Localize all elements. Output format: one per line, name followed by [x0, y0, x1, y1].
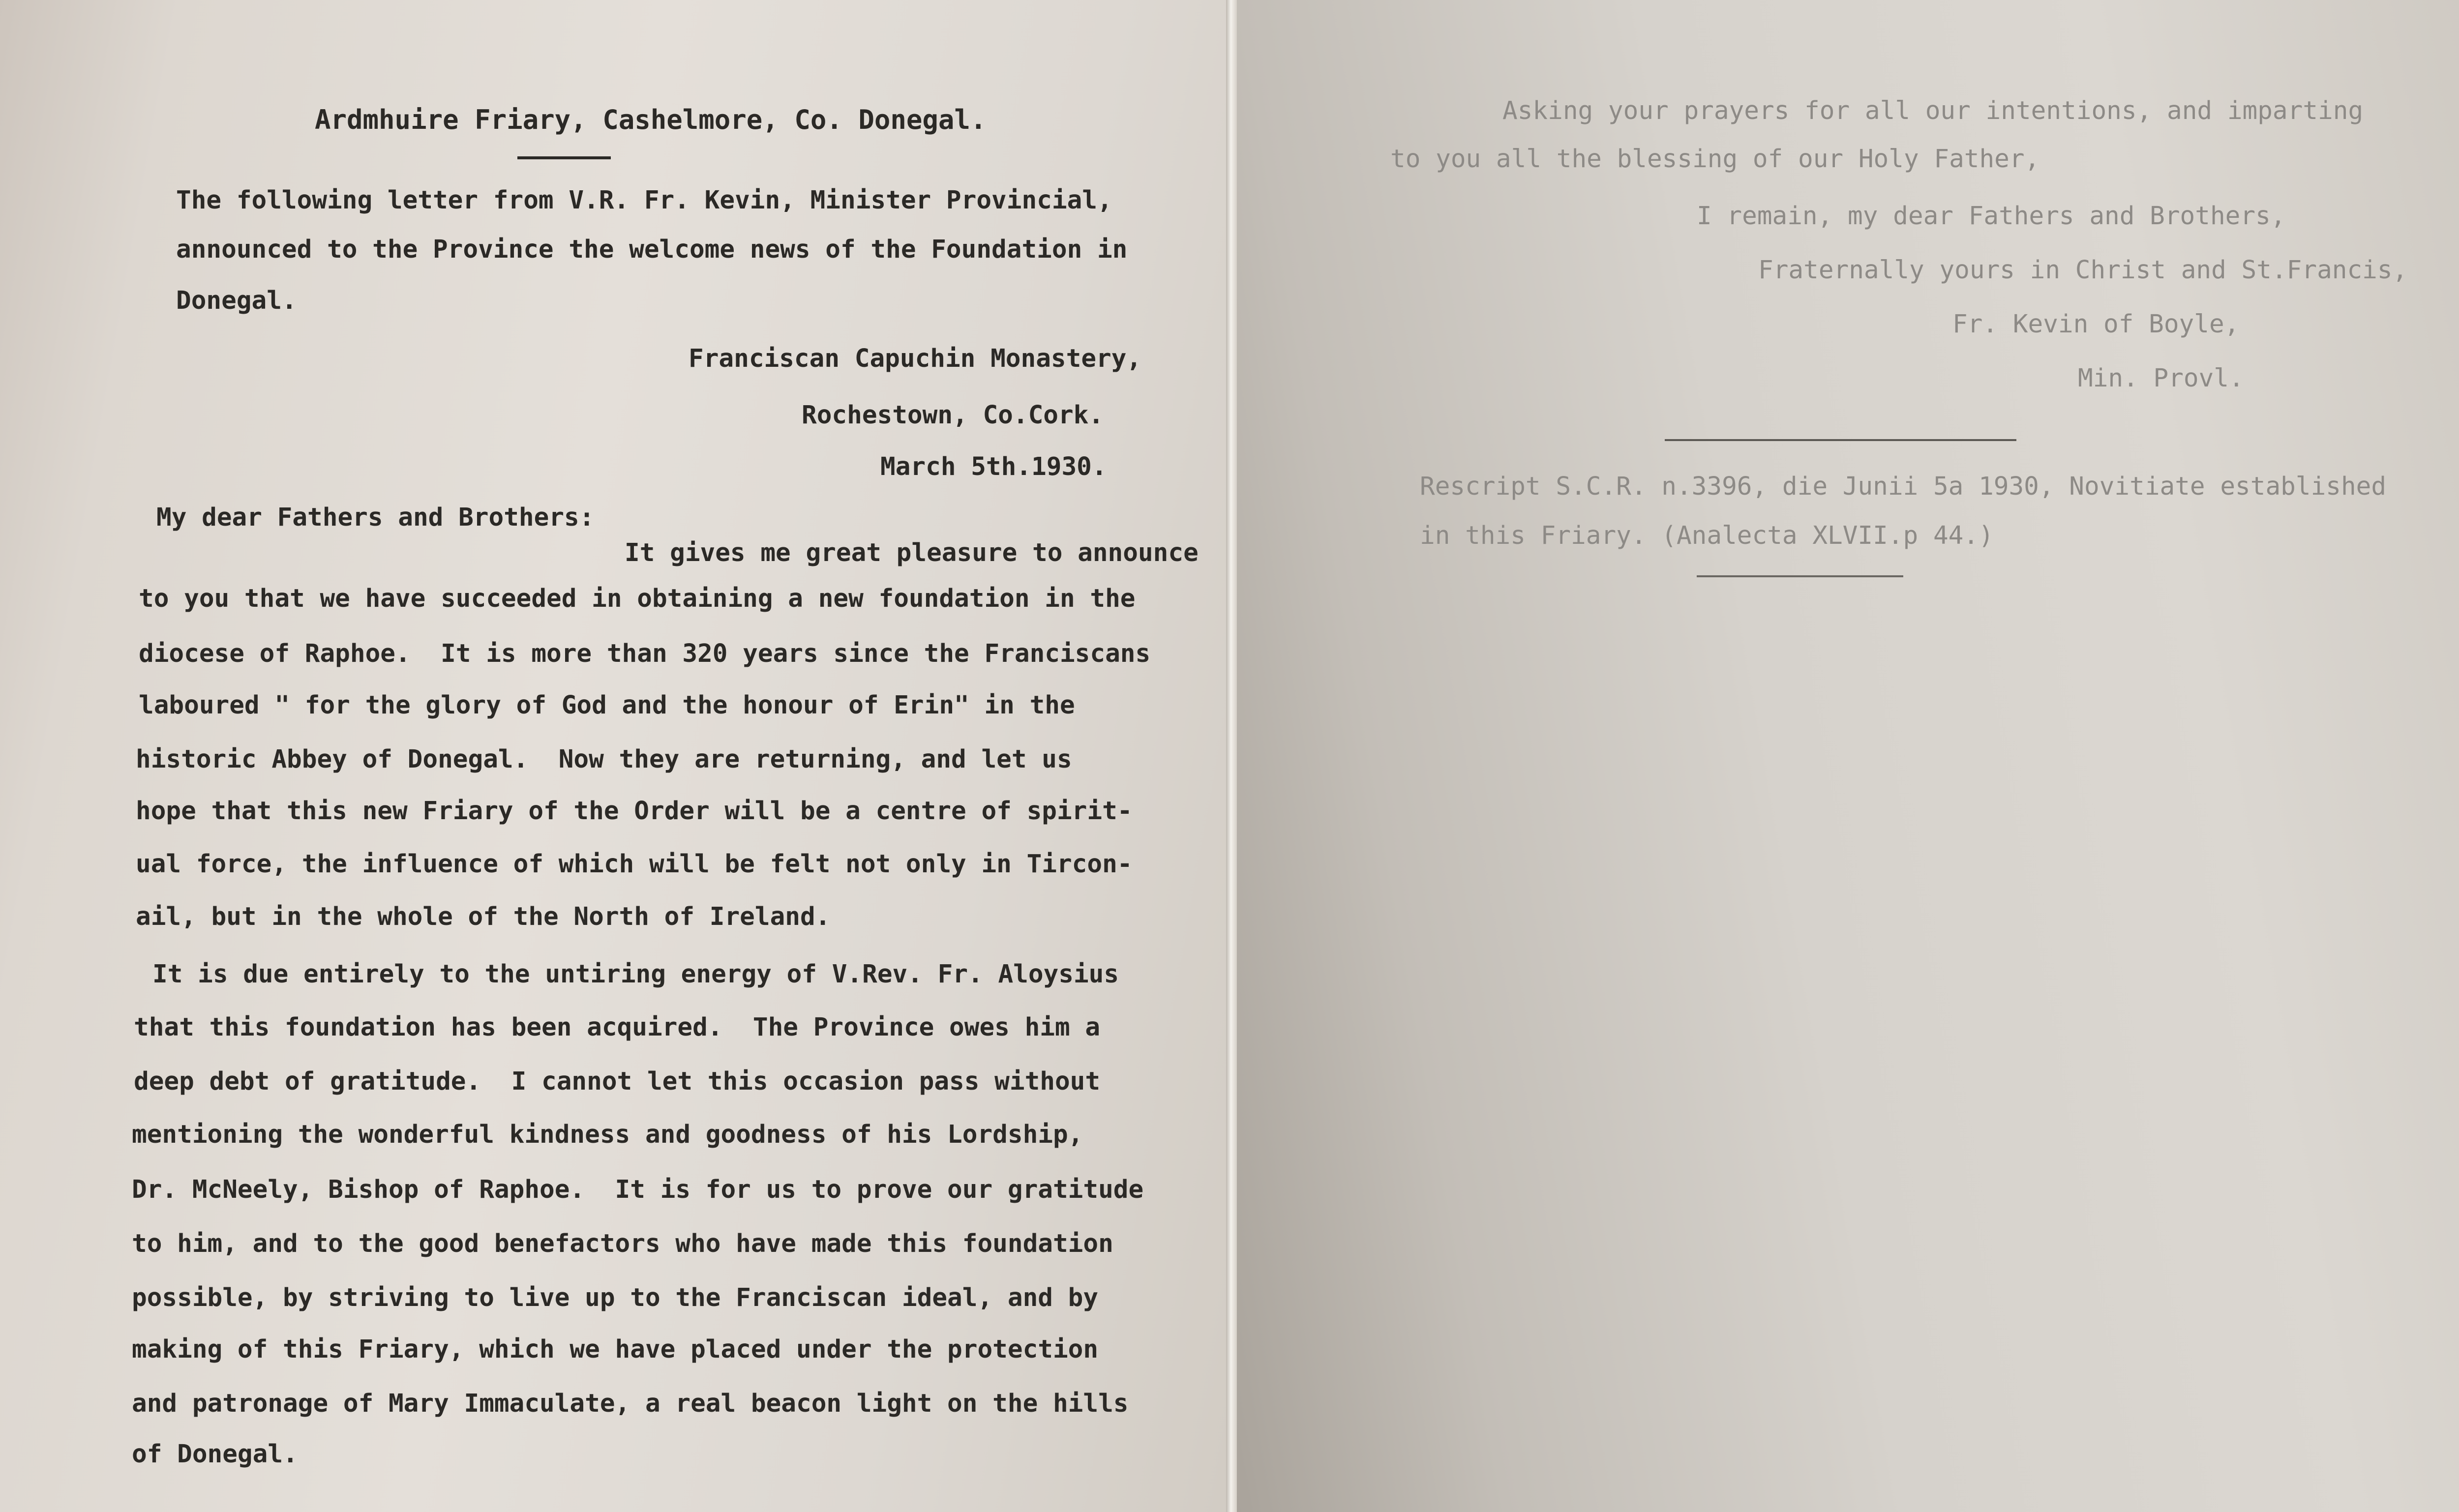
- paragraph-line: making of this Friary, which we have placed under the protection: [132, 1335, 1099, 1364]
- closing-line: Asking your prayers for all our intentions, and imparting: [1502, 96, 2364, 125]
- intro-line: The following letter from V.R. Fr. Kevin, Minister Provincial,: [176, 186, 1112, 215]
- paragraph-line: possible, by striving to live up to the Franciscan ideal, and by: [132, 1283, 1099, 1312]
- paragraph-line: laboured " for the glory of God and the honour of Erin" in the: [139, 691, 1075, 720]
- paragraph-line: that this foundation has been acquired. The Province owes him a: [134, 1013, 1101, 1042]
- letter-date: March 5th.1930.: [880, 452, 1107, 481]
- salutation: My dear Fathers and Brothers:: [156, 503, 595, 532]
- right-page: [1237, 0, 2459, 1512]
- paragraph-line: hope that this new Friary of the Order will be a centre of spirit-: [136, 797, 1133, 826]
- closing-line: to you all the blessing of our Holy Father,: [1390, 145, 2040, 174]
- paragraph-line: of Donegal.: [132, 1440, 298, 1469]
- paragraph-line: deep debt of gratitude. I cannot let this occasion pass without: [134, 1067, 1101, 1096]
- intro-line: announced to the Province the welcome news of the Foundation in: [176, 235, 1128, 264]
- page-gutter: [1226, 0, 1237, 1512]
- paragraph-line: ail, but in the whole of the North of Ireland.: [136, 902, 831, 931]
- rescript-line: Rescript S.C.R. n.3396, die Junii 5a 1930, Novitiate established: [1420, 472, 2387, 501]
- paragraph-line: ual force, the influence of which will be felt not only in Tircon-: [136, 850, 1133, 879]
- address-line: Franciscan Capuchin Monastery,: [689, 344, 1142, 373]
- address-line: Rochestown, Co.Cork.: [802, 401, 1104, 430]
- paragraph-line: historic Abbey of Donegal. Now they are returning, and let us: [136, 745, 1072, 774]
- signature-rule: [1665, 439, 2016, 441]
- paragraph-line: It gives me great pleasure to announce: [625, 538, 1199, 567]
- rescript-rule: [1697, 575, 1903, 577]
- left-page: [0, 0, 1226, 1512]
- intro-line: Donegal.: [176, 286, 297, 315]
- paragraph-line: to you that we have succeeded in obtaining a new foundation in the: [139, 584, 1136, 613]
- paragraph-line: It is due entirely to the untiring energy of V.Rev. Fr. Aloysius: [152, 960, 1119, 989]
- heading-underline: [517, 156, 611, 159]
- paragraph-line: mentioning the wonderful kindness and goodness of his Lordship,: [132, 1120, 1083, 1149]
- rescript-line: in this Friary. (Analecta XLVII.p 44.): [1420, 521, 1994, 550]
- paragraph-line: diocese of Raphoe. It is more than 320 years since the Franciscans: [139, 639, 1151, 668]
- signature-name: Fr. Kevin of Boyle,: [1952, 310, 2240, 339]
- paragraph-line: and patronage of Mary Immaculate, a real beacon light on the hills: [132, 1389, 1129, 1418]
- valediction-line: Fraternally yours in Christ and St.Francis,: [1758, 256, 2408, 285]
- friary-heading: Ardmhuire Friary, Cashelmore, Co. Donegal.: [315, 104, 987, 135]
- paragraph-line: Dr. McNeely, Bishop of Raphoe. It is for us to prove our gratitude: [132, 1175, 1144, 1204]
- valediction-line: I remain, my dear Fathers and Brothers,: [1697, 202, 2286, 231]
- signature-title: Min. Provl.: [2078, 364, 2244, 393]
- paragraph-line: to him, and to the good benefactors who have made this foundation: [132, 1229, 1113, 1258]
